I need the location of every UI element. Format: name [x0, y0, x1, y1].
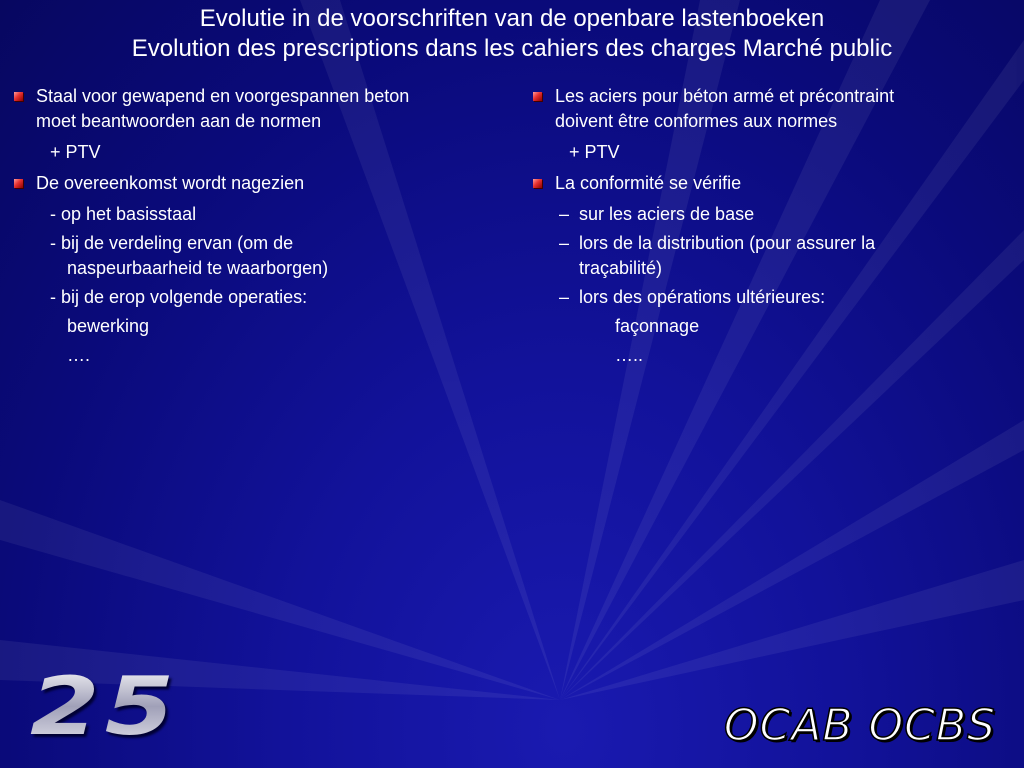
right-item-5: …..	[615, 345, 644, 365]
logo-text: OCAB OCBS	[723, 700, 996, 751]
left-sub-3-line2: bewerking	[67, 316, 150, 336]
left-sub-2-line1: - bij de verdeling ervan (om de	[50, 233, 294, 253]
right-bullet-1-line2: doivent être conformes aux normes	[555, 111, 838, 131]
right-bullet-1	[533, 84, 1003, 134]
slide-title	[0, 4, 1024, 64]
right-bullet-2	[533, 171, 1003, 196]
right-ptv: + PTV	[569, 142, 620, 162]
left-bullet-2	[14, 171, 504, 196]
left-sub-3-line1: - bij de erop volgende operaties:	[50, 287, 308, 307]
red-square-bullet-icon	[14, 92, 23, 101]
right-sub-2-line1: lors de la distribution (pour assurer la	[579, 233, 876, 253]
left-sub-list	[14, 202, 504, 368]
right-item-4: façonnage	[615, 316, 700, 336]
right-sub-1	[533, 202, 1003, 227]
page-number: 25	[30, 660, 180, 753]
left-bullet-1	[14, 84, 504, 134]
right-sub-3	[533, 285, 1003, 310]
left-bullet-1-line2: moet beantwoorden aan de normen	[36, 111, 322, 131]
left-bullet-1-line1: Staal voor gewapend en voorgespannen beton	[36, 86, 410, 106]
left-sub-3-line3: ….	[67, 345, 91, 365]
right-bullet-1-line1: Les aciers pour béton armé et précontraint	[555, 86, 895, 106]
dash-bullet: –	[559, 287, 570, 307]
left-sub-2-line2: naspeurbaarheid te waarborgen)	[67, 258, 329, 278]
title-line-french: Evolution des prescriptions dans les cahiers des charges Marché public	[131, 35, 893, 62]
left-bullet-2-text: De overeenkomst wordt nagezien	[36, 173, 305, 193]
left-ptv: + PTV	[50, 142, 101, 162]
right-sub-1-text: sur les aciers de base	[579, 204, 755, 224]
dash-bullet: –	[559, 204, 570, 224]
right-sub-2	[533, 231, 1003, 281]
right-bullet-2-text: La conformité se vérifie	[555, 173, 742, 193]
title-line-dutch: Evolutie in de voorschriften van de openbare lastenboeken	[199, 5, 825, 32]
red-square-bullet-icon	[533, 92, 542, 101]
left-column-dutch	[14, 84, 504, 368]
red-square-bullet-icon	[14, 179, 23, 188]
left-sub-1: - op het basisstaal	[50, 204, 197, 224]
right-column-french	[533, 84, 1003, 372]
red-square-bullet-icon	[533, 179, 542, 188]
right-sub-2-line2: traçabilité)	[579, 258, 663, 278]
dash-bullet: –	[559, 233, 570, 253]
right-sub-3-text: lors des opérations ultérieures:	[579, 287, 826, 307]
